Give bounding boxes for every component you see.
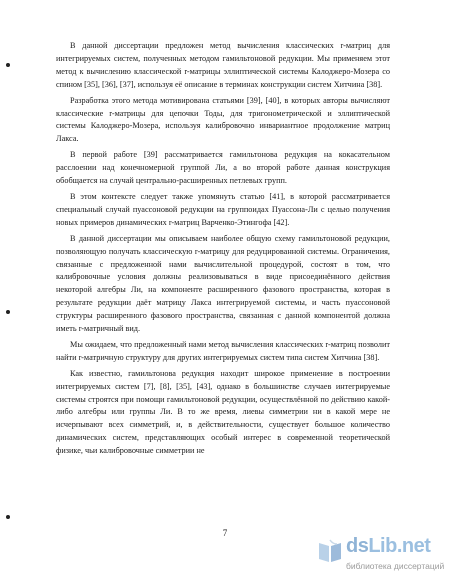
paragraph-5: В данной диссертации мы описываем наиболее общую схему гамильтоновой редукции, позволяющую получать классическую r-матрицу для редуцированной системы. Ограничения, связанные с предложенной нами вычислительной процедурой, состоят в том, что калибровочные условия должны реализовываться в виде присоединённого действия некоторой алгебры Ли, на компоненте расширенного фазового пространства, которая в результате редукции даёт матрицу Лакса интегрируемой системы, и часть пуассоновой структуры расширенного фазового пространства, связанная с данной компонентой должна иметь r-матричный вид. bbox=[56, 233, 390, 334]
body-text bbox=[56, 40, 390, 461]
binder-hole-mark bbox=[6, 63, 10, 67]
watermark-brand: dsLib.net bbox=[346, 535, 431, 557]
watermark-logo[interactable] bbox=[316, 533, 444, 575]
book-logo-icon bbox=[316, 537, 344, 565]
paragraph-1: В данной диссертации предложен метод вычисления классических r-матриц для интегрируемых систем, полученных методом гамильтоновой редукции. Мы применяем этот метод к вычислению классической r-матрицы эллиптической системы Калоджеро-Мозера со спином [35], [36], [37], используя её описание в терминах конструкции систем Хитчина [38]. bbox=[56, 41, 390, 89]
watermark-subtitle: библиотека диссертаций bbox=[346, 561, 445, 571]
binder-hole-mark bbox=[6, 515, 10, 519]
page-number: 7 bbox=[222, 528, 228, 538]
binder-hole-mark bbox=[6, 310, 10, 314]
paragraph-4: В этом контексте следует также упомянуть статью [41], в которой рассматривается специальный случай пуассоновой редукции на группоидах Пуассона-Ли с целью получения новых примеров динамических r-матриц Варченко-Этингофа [42]. bbox=[56, 191, 390, 227]
paragraph-7: Как известно, гамильтонова редукция находит широкое применение в построении интегрируемых систем [7], [8], [35], [43], однако в большинстве случаев интегрируемые системы строятся при помощи гамильтоновой редукции, осуществлённой по действию какой-либо алгебры или группы Ли. В то же время, лиевы симметрии ни в какой мере не исчерпывают всех симметрий, и, в действительности, существует большое количество динамических систем, представляющих особый интерес в современной теоретической физике, чьи калибровочные симметрии не bbox=[56, 368, 390, 456]
paragraph-3: В первой работе [39] рассматривается гамильтонова редукция на кокасательном расслоении над конечномерной группой Ли, а во второй работе данная конструкция обобщается на случай центрально-расширенных петлевых групп. bbox=[56, 150, 390, 186]
paragraph-6: Мы ожидаем, что предложенный нами метод вычисления классических r-матриц позволит найти r-матричную структуру для других интегрируемых систем типа систем Хитчина [38]. bbox=[56, 339, 390, 362]
paragraph-2: Разработка этого метода мотивирована статьями [39], [40], в которых авторы вычисляют классические r-матрицы для цепочки Тоды, для тригонометрической и эллиптической системы Калоджеро-Мозера, используя калибровочно инвариантное продолжение матриц Лакса. bbox=[56, 95, 390, 144]
